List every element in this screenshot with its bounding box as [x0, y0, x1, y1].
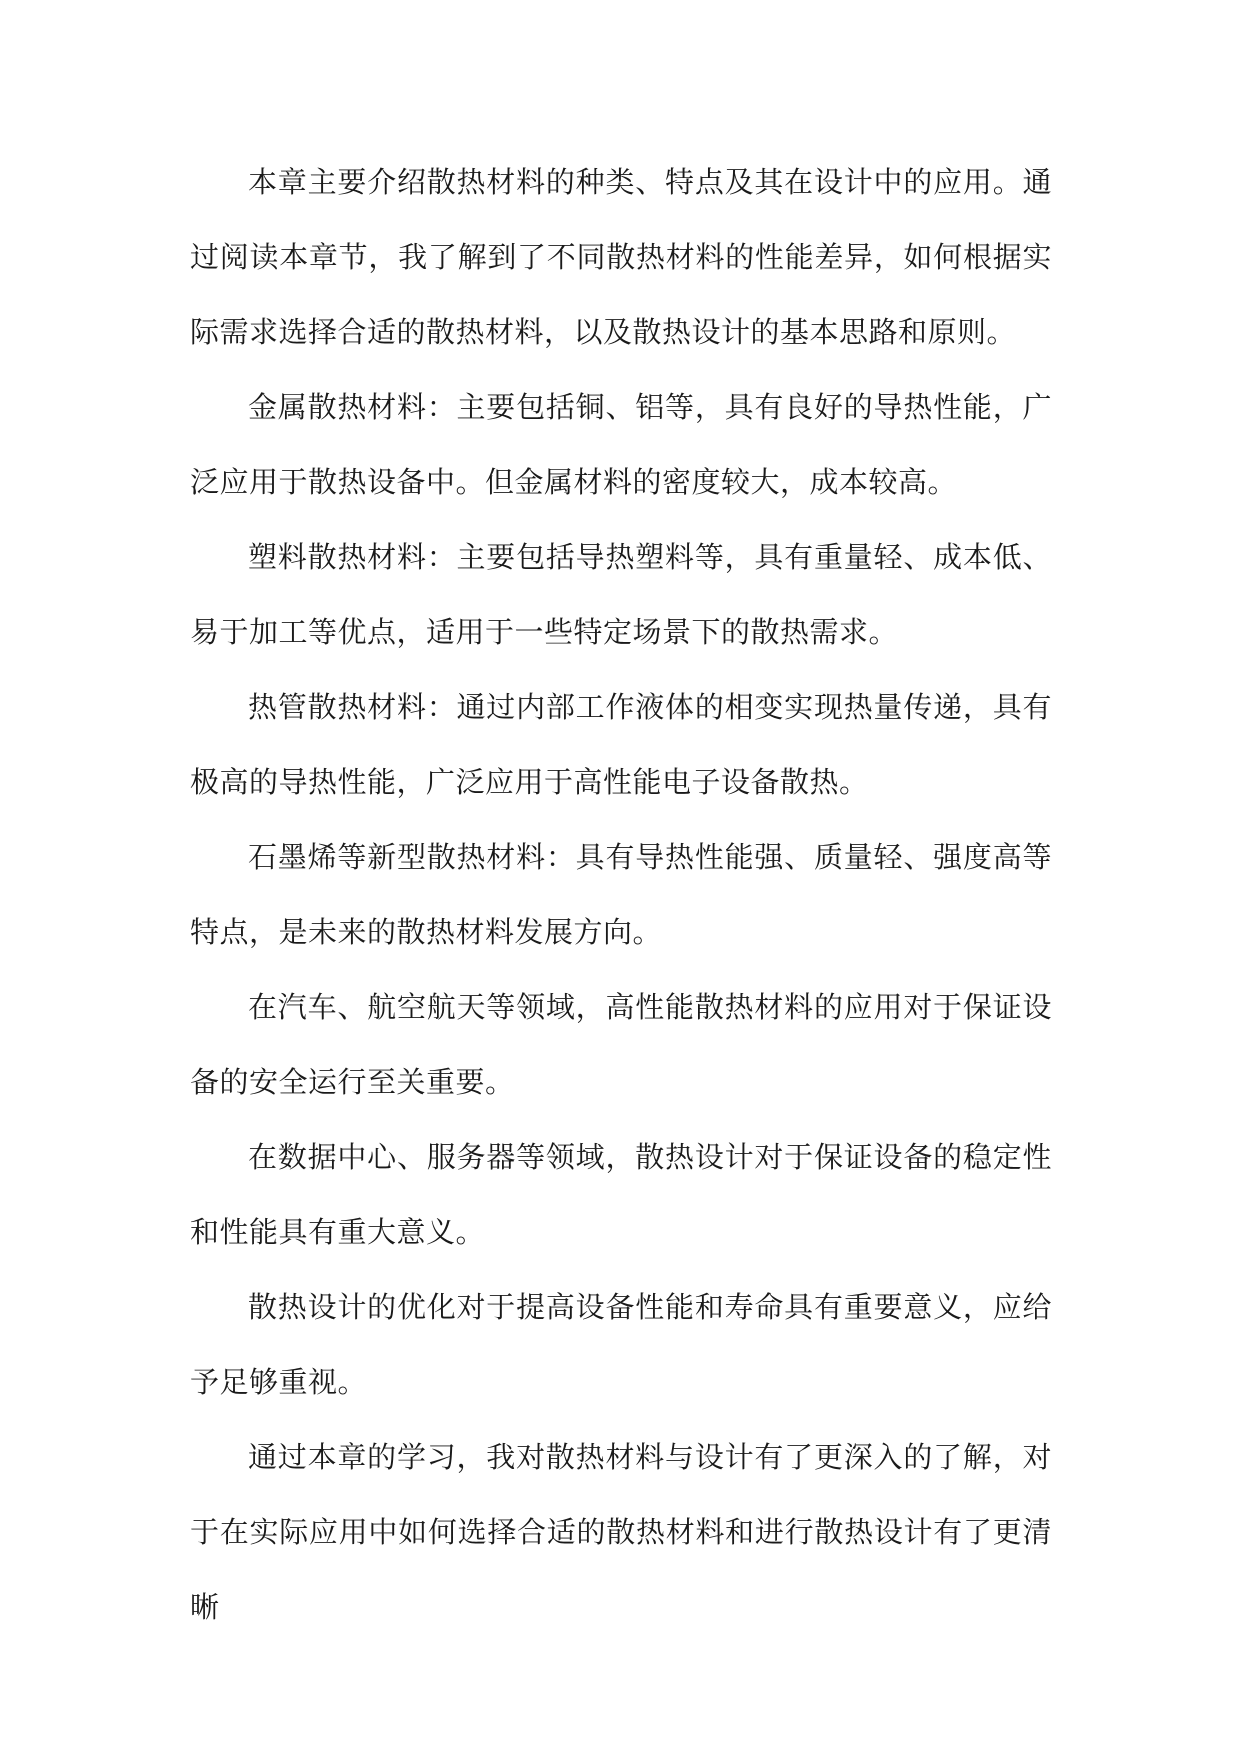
document-body — [190, 145, 1052, 1645]
paragraph-intro: 本章主要介绍散热材料的种类、特点及其在设计中的应用。通过阅读本章节，我了解到了不同散热材料的性能差异，如何根据实际需求选择合适的散热材料，以及散热设计的基本思路和原则。 — [190, 165, 1052, 349]
paragraph-data-center: 在数据中心、服务器等领域，散热设计对于保证设备的稳定性和性能具有重大意义。 — [190, 1140, 1052, 1249]
paragraph-graphene-materials: 石墨烯等新型散热材料：具有导热性能强、质量轻、强度高等特点，是未来的散热材料发展方向。 — [190, 840, 1052, 949]
paragraph-automotive-aerospace: 在汽车、航空航天等领域，高性能散热材料的应用对于保证设备的安全运行至关重要。 — [190, 990, 1052, 1099]
paragraph-plastic-materials: 塑料散热材料：主要包括导热塑料等，具有重量轻、成本低、易于加工等优点，适用于一些特定场景下的散热需求。 — [190, 540, 1052, 649]
paragraph-metal-materials: 金属散热材料：主要包括铜、铝等，具有良好的导热性能，广泛应用于散热设备中。但金属材料的密度较大，成本较高。 — [190, 390, 1052, 499]
paragraph-heat-pipe-materials: 热管散热材料：通过内部工作液体的相变实现热量传递，具有极高的导热性能，广泛应用于高性能电子设备散热。 — [190, 690, 1052, 799]
paragraph-conclusion: 通过本章的学习，我对散热材料与设计有了更深入的了解，对于在实际应用中如何选择合适的散热材料和进行散热设计有了更清晰 — [190, 1440, 1052, 1624]
paragraph-design-optimization: 散热设计的优化对于提高设备性能和寿命具有重要意义，应给予足够重视。 — [190, 1290, 1052, 1399]
